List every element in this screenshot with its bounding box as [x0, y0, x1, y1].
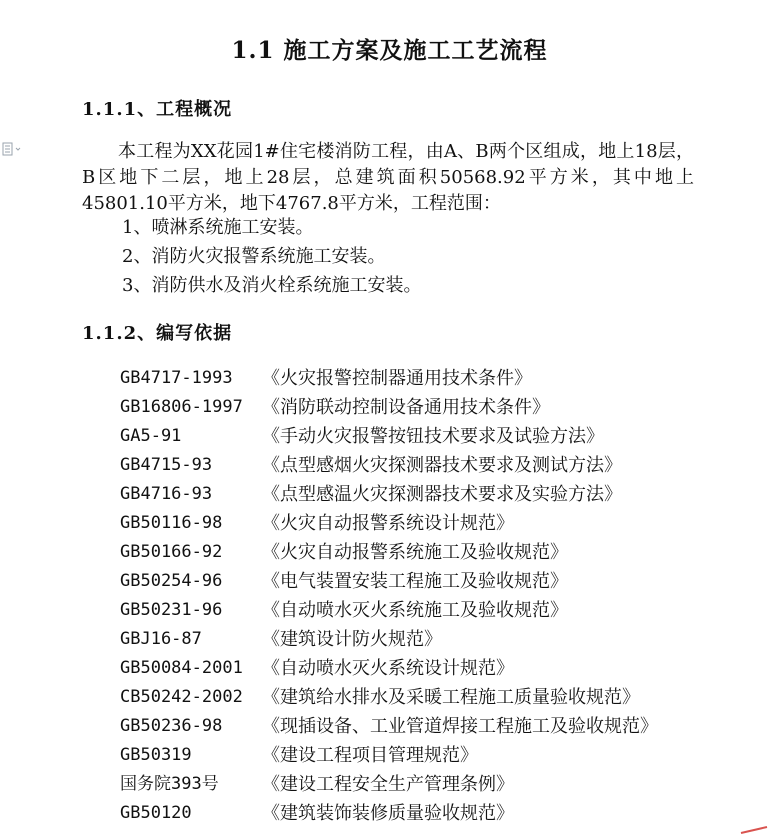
- reference-title: 《建筑装饰装修质量验收规范》: [262, 803, 514, 824]
- reference-title: 《火灾自动报警系统施工及验收规范》: [262, 542, 568, 563]
- reference-title: 《点型感烟火灾探测器技术要求及测试方法》: [262, 455, 622, 476]
- reference-title: 《自动喷水灭火系统设计规范》: [262, 658, 514, 679]
- reference-code: GB50231-96: [120, 600, 223, 620]
- reference-title: 《建筑给水排水及采暖工程施工质量验收规范》: [262, 687, 640, 708]
- reference-code: GA5-91: [120, 426, 182, 446]
- reference-code: GB4717-1993: [120, 368, 233, 388]
- reference-code: GB50319: [120, 745, 192, 765]
- reference-title: 《现插设备、工业管道焊接工程施工及验收规范》: [262, 716, 658, 737]
- reference-title: 《点型感温火灾探测器技术要求及实验方法》: [262, 484, 622, 505]
- reference-title: 《电气装置安装工程施工及验收规范》: [262, 571, 568, 592]
- reference-title: 《自动喷水灭火系统施工及验收规范》: [262, 600, 568, 621]
- reference-code: CB50242-2002: [120, 687, 243, 707]
- reference-code: GB50084-2001: [120, 658, 243, 678]
- reference-code: GB4715-93: [120, 455, 213, 475]
- list-item: 2、消防火灾报警系统施工安装。: [122, 246, 386, 267]
- reference-code: GBJ16-87: [120, 629, 202, 649]
- reference-code: GB16806-1997: [120, 397, 243, 417]
- reference-code: GB4716-93: [120, 484, 213, 504]
- list-item: 3、消防供水及消火栓系统施工安装。: [122, 275, 422, 296]
- reference-title: 《火灾报警控制器通用技术条件》: [262, 368, 532, 389]
- reference-title: 《手动火灾报警按钮技术要求及试验方法》: [262, 426, 604, 447]
- reference-code: GB50254-96: [120, 571, 223, 591]
- section-heading-basis: 1.1.2、编写依据: [82, 323, 233, 344]
- reference-title: 《消防联动控制设备通用技术条件》: [262, 397, 550, 418]
- reference-title: 《火灾自动报警系统设计规范》: [262, 513, 514, 534]
- reference-code: GB50166-92: [120, 542, 223, 562]
- corner-mark-icon: [739, 819, 769, 827]
- reference-code: GB50116-98: [120, 513, 223, 533]
- list-item: 1、喷淋系统施工安装。: [122, 217, 314, 238]
- reference-title: 《建筑设计防火规范》: [262, 629, 442, 650]
- page-title: 1.1 施工方案及施工工艺流程: [231, 37, 548, 64]
- reference-title: 《建设工程项目管理规范》: [262, 745, 478, 766]
- section-heading-overview: 1.1.1、工程概况: [82, 99, 233, 120]
- reference-title: 《建设工程安全生产管理条例》: [262, 774, 514, 795]
- reference-code: GB50236-98: [120, 716, 223, 736]
- reference-code: GB50120: [120, 803, 192, 823]
- document-options-icon[interactable]: [2, 142, 24, 156]
- overview-paragraph: 本工程为XX花园1#住宅楼消防工程，由A、B两个区组成，地上18层，B区地下二层，地上28层，总建筑面积50568.92平方米，其中地上45801.10平方米，地下4767.8平方米，工程范围：: [82, 141, 694, 214]
- reference-code: 国务院393号: [120, 774, 219, 794]
- scope-list: [122, 213, 421, 300]
